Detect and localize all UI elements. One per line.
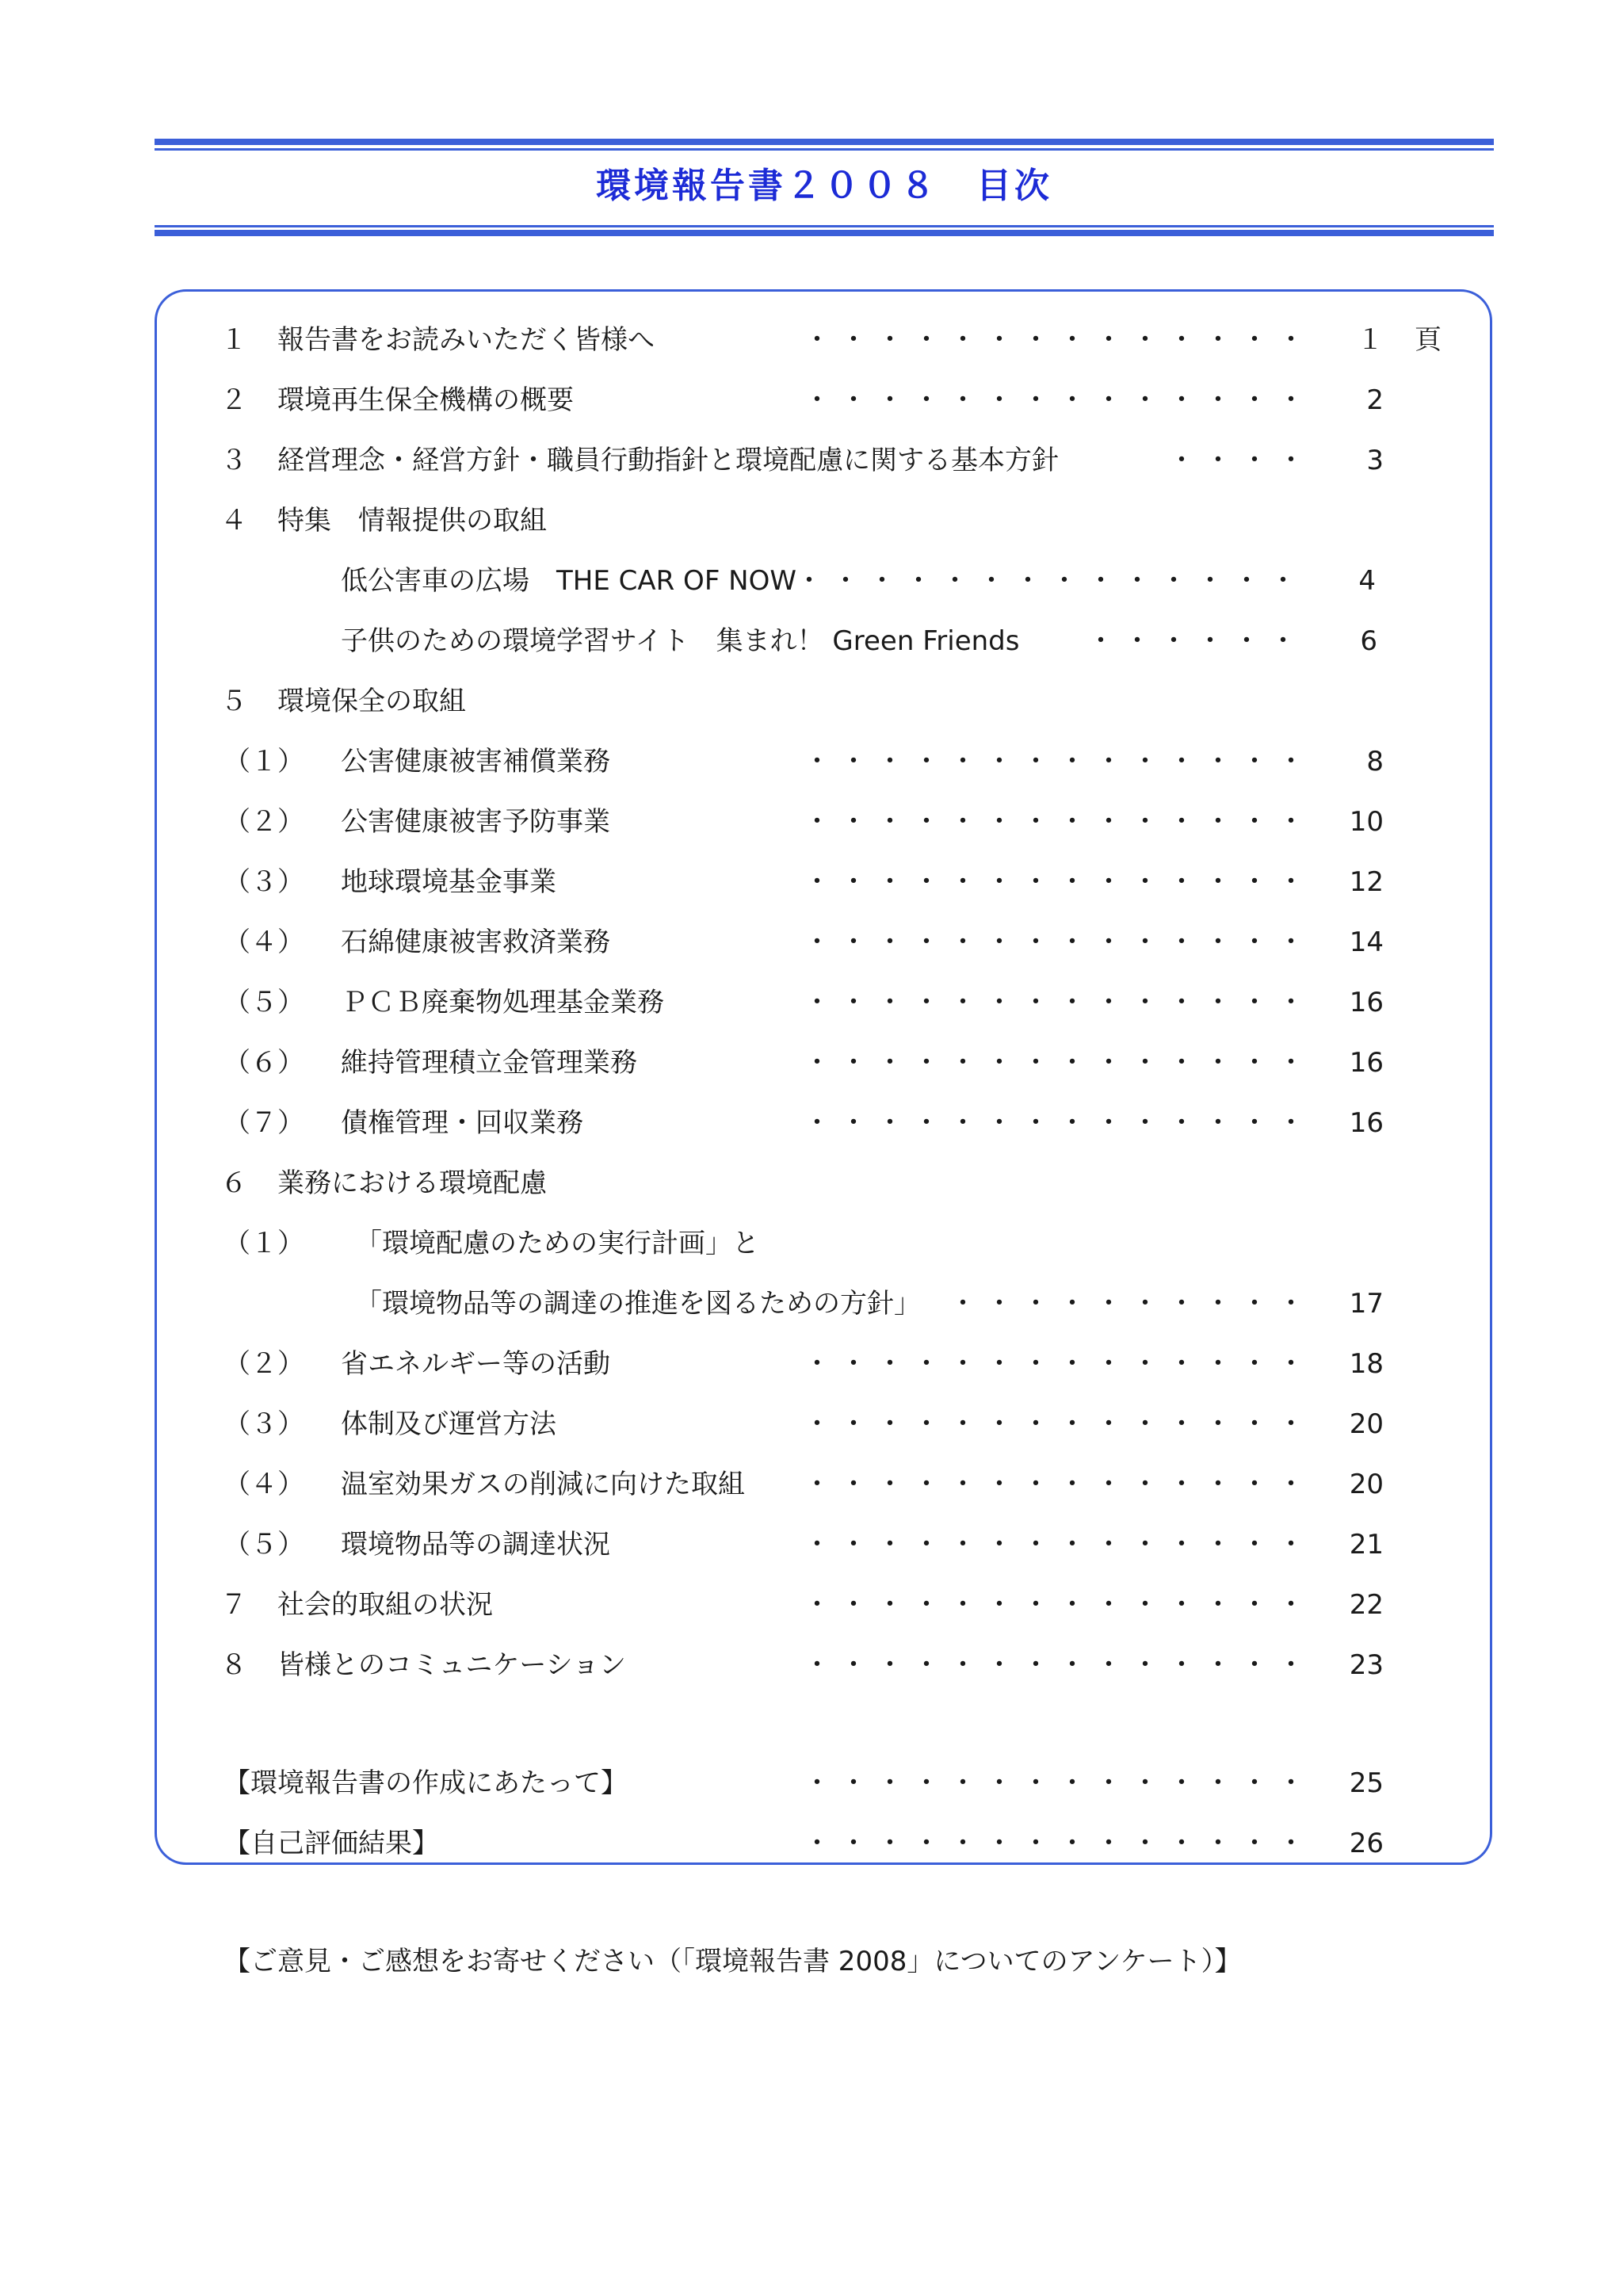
header-rule-bottom-thick <box>155 230 1494 236</box>
toc-page: 16 <box>1349 1107 1384 1139</box>
toc-title: 体制及び運営方法 <box>341 1408 556 1440</box>
toc-number: （１） <box>223 1228 304 1259</box>
toc-item-4[interactable] <box>0 497 1623 544</box>
toc-item-5-3[interactable] <box>0 858 1623 906</box>
toc-title: 環境保全の取組 <box>277 686 466 717</box>
toc-item-5-7[interactable] <box>0 1099 1623 1147</box>
toc-leader: ・・・・・・・・・・・・・・ <box>804 1408 1314 1440</box>
toc-item-5[interactable] <box>0 678 1623 725</box>
toc-leader: ・・・・・・・・・・・・・・ <box>804 1107 1314 1139</box>
toc-number: ４ <box>220 505 247 537</box>
toc-title: 「環境配慮のための実行計画」と <box>355 1228 759 1259</box>
toc-leader: ・・・・・・・・・・・・・・ <box>804 1589 1314 1621</box>
toc-item-preparation[interactable] <box>0 1759 1623 1807</box>
toc-leader: ・・・・・・・・・・・・・・ <box>804 1529 1314 1561</box>
toc-page: 18 <box>1349 1348 1384 1380</box>
toc-page: 10 <box>1349 806 1384 838</box>
toc-title: 子供のための環境学習サイト 集まれ！ Green Friends <box>341 625 1020 657</box>
toc-item-3[interactable] <box>0 437 1623 484</box>
toc-leader: ・・・・・・・・・・・・・・ <box>804 926 1314 958</box>
toc-title: 皆様とのコミュニケーション <box>277 1649 626 1681</box>
toc-number: （２） <box>223 806 304 838</box>
toc-item-5-5[interactable] <box>0 979 1623 1026</box>
toc-number: ２ <box>220 384 247 416</box>
toc-item-5-6[interactable] <box>0 1039 1623 1087</box>
toc-leader: ・・・・・・・・・・・・・・ <box>804 384 1314 416</box>
toc-page: 20 <box>1349 1408 1384 1440</box>
header-rule-top-thick <box>155 139 1494 145</box>
toc-number: （４） <box>223 926 304 958</box>
toc-page: 12 <box>1349 866 1384 898</box>
toc-page: 6 <box>1360 625 1377 657</box>
toc-item-5-4[interactable] <box>0 919 1623 966</box>
toc-leader: ・・・・・・・・・・ <box>949 1288 1314 1320</box>
toc-number: ８ <box>220 1649 247 1681</box>
toc-page: 21 <box>1349 1529 1384 1561</box>
toc-title: 公害健康被害補償業務 <box>341 746 610 777</box>
toc-title: ＰＣＢ廃棄物処理基金業務 <box>341 987 664 1018</box>
header-rule-bottom-thin <box>155 225 1494 227</box>
toc-item-6-1[interactable] <box>0 1220 1623 1267</box>
toc-number: （５） <box>223 987 304 1018</box>
toc-page: 3 <box>1366 445 1384 476</box>
toc-number: （４） <box>223 1469 304 1500</box>
toc-page: 25 <box>1349 1767 1384 1799</box>
toc-title: 【自己評価結果】 <box>223 1828 439 1859</box>
toc-page: 4 <box>1358 565 1376 597</box>
toc-leader: ・・・・・・・・・・・・・・ <box>804 987 1314 1018</box>
toc-leader: ・・・・・・・・・・・・・・ <box>804 324 1314 356</box>
toc-item-2[interactable] <box>0 376 1623 424</box>
toc-title: 石綿健康被害救済業務 <box>341 926 610 958</box>
toc-title: 【環境報告書の作成にあたって】 <box>223 1767 628 1799</box>
toc-item-survey[interactable] <box>0 1938 1623 1985</box>
toc-item-4-sub-2[interactable] <box>0 617 1623 665</box>
toc-number: （２） <box>223 1348 304 1380</box>
toc-title: 環境再生保全機構の概要 <box>277 384 574 416</box>
toc-page: 2 <box>1366 384 1384 416</box>
toc-item-self-evaluation[interactable] <box>0 1820 1623 1867</box>
toc-title: 省エネルギー等の活動 <box>341 1348 610 1380</box>
toc-leader: ・・・・・・・・・・・・・・ <box>804 1649 1314 1681</box>
toc-item-6-3[interactable] <box>0 1400 1623 1448</box>
toc-leader: ・・・・ <box>1168 445 1314 476</box>
toc-leader: ・・・・・・・・・・・・・・ <box>804 1767 1314 1799</box>
header-rule-top-thin <box>155 148 1494 151</box>
toc-page-unit: 頁 <box>1415 324 1442 356</box>
toc-page: 17 <box>1349 1288 1384 1320</box>
toc-number: （１） <box>223 746 304 777</box>
toc-item-1[interactable] <box>0 316 1623 364</box>
toc-page: 23 <box>1349 1649 1384 1681</box>
page-title: 環境報告書２００８ 目次 <box>596 166 1052 206</box>
toc-number: （６） <box>223 1047 304 1079</box>
toc-page: 8 <box>1366 746 1384 777</box>
toc-number: ６ <box>220 1167 247 1199</box>
toc-item-6[interactable] <box>0 1159 1623 1207</box>
toc-page: １ <box>1357 324 1384 356</box>
toc-title: 報告書をお読みいただく皆様へ <box>277 324 655 356</box>
toc-page: 14 <box>1349 926 1384 958</box>
toc-title: 地球環境基金事業 <box>341 866 556 898</box>
toc-item-5-1[interactable] <box>0 738 1623 785</box>
toc-title: 【ご意見・ご感想をお寄せください（「環境報告書 2008」についてのアンケート）】 <box>223 1946 1242 1977</box>
toc-number: （５） <box>223 1529 304 1561</box>
toc-number: ３ <box>220 445 247 476</box>
toc-item-4-sub-1[interactable] <box>0 557 1623 605</box>
toc-page: 22 <box>1349 1589 1384 1621</box>
toc-title: 温室効果ガスの削減に向けた取組 <box>341 1469 745 1500</box>
toc-title: 業務における環境配慮 <box>277 1167 547 1199</box>
toc-item-6-2[interactable] <box>0 1340 1623 1388</box>
toc-page: 20 <box>1349 1469 1384 1500</box>
toc-title: 社会的取組の状況 <box>277 1589 493 1621</box>
toc-title: 公害健康被害予防事業 <box>341 806 610 838</box>
toc-leader: ・・・・・・・・・・・・・・ <box>804 806 1314 838</box>
toc-number: （３） <box>223 866 304 898</box>
toc-title: 「環境物品等の調達の推進を図るための方針」 <box>355 1288 921 1320</box>
toc-item-6-5[interactable] <box>0 1521 1623 1568</box>
toc-number: （７） <box>223 1107 304 1139</box>
toc-leader: ・・・・・・・・・・・・・・ <box>804 866 1314 898</box>
toc-page: 16 <box>1349 987 1384 1018</box>
toc-title: 維持管理積立金管理業務 <box>341 1047 637 1079</box>
toc-number: ７ <box>220 1589 247 1621</box>
toc-number: ５ <box>220 686 247 717</box>
toc-leader: ・・・・・・ <box>1087 625 1306 657</box>
toc-item-5-2[interactable] <box>0 798 1623 846</box>
toc-number: （３） <box>223 1408 304 1440</box>
toc-title: 特集 情報提供の取組 <box>277 505 547 537</box>
toc-title: 低公害車の広場 THE CAR OF NOW <box>341 565 796 597</box>
toc-item-6-4[interactable] <box>0 1461 1623 1508</box>
toc-leader: ・・・・・・・・・・・・・・ <box>804 1469 1314 1500</box>
toc-item-8[interactable] <box>0 1641 1623 1689</box>
toc-leader: ・・・・・・・・・・・・・・ <box>804 1828 1314 1859</box>
toc-page: 26 <box>1349 1828 1384 1859</box>
toc-leader: ・・・・・・・・・・・・・・ <box>804 746 1314 777</box>
toc-page: 16 <box>1349 1047 1384 1079</box>
toc-leader: ・・・・・・・・・・・・・・ <box>804 1047 1314 1079</box>
toc-leader: ・・・・・・・・・・・・・・ <box>796 565 1306 597</box>
toc-item-6-1-cont[interactable] <box>0 1280 1623 1328</box>
toc-item-7[interactable] <box>0 1581 1623 1629</box>
toc-leader: ・・・・・・・・・・・・・・ <box>804 1348 1314 1380</box>
toc-title: 経営理念・経営方針・職員行動指針と環境配慮に関する基本方針 <box>277 445 1059 476</box>
toc-number: １ <box>220 324 247 356</box>
toc-title: 債権管理・回収業務 <box>341 1107 583 1139</box>
toc-title: 環境物品等の調達状況 <box>341 1529 610 1561</box>
